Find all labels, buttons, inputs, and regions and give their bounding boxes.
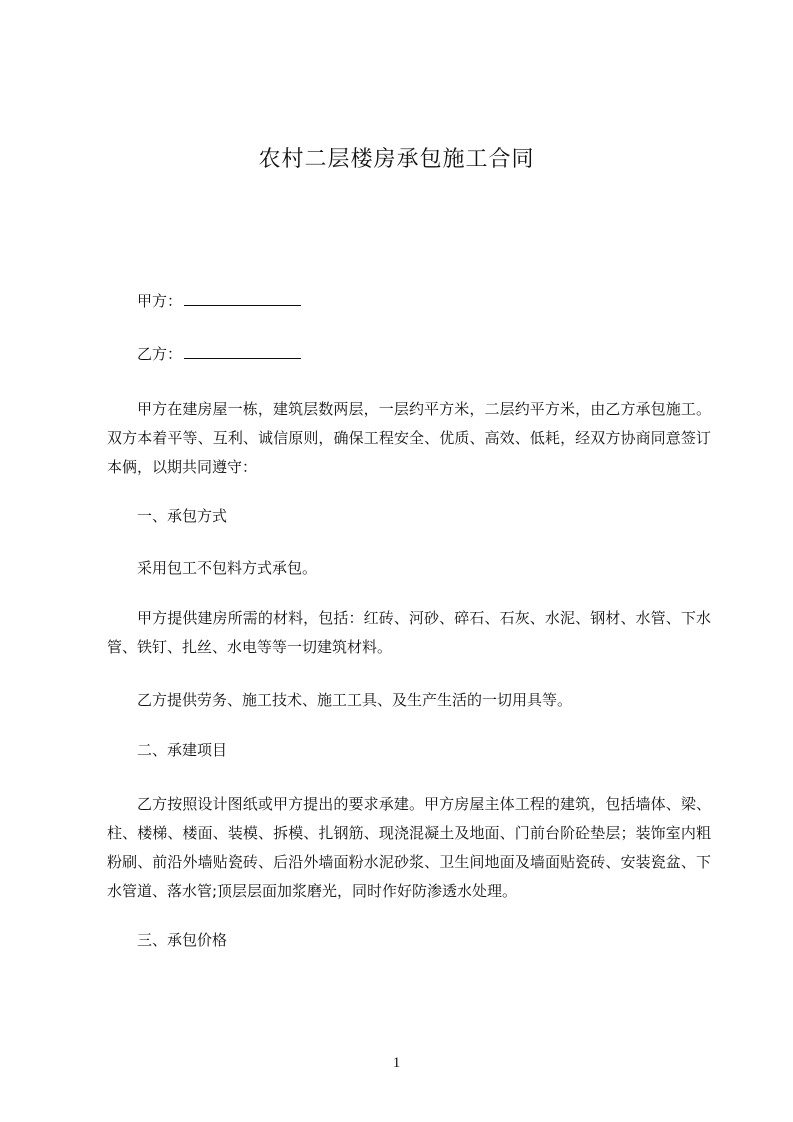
section-1-paragraph-3: 乙方提供劳务、施工技术、施工工具、及生产生活的一切用具等。 bbox=[137, 691, 573, 709]
section-3-heading: 三、承包价格 bbox=[137, 931, 228, 949]
section-1-paragraph-2: 甲方提供建房所需的材料，包括：红砖、河砂、碎石、石灰、水泥、钢材、水管、下水管、铁钉、扎丝、水电等等一切建筑材料。 bbox=[107, 609, 711, 656]
party-a-blank bbox=[184, 291, 301, 306]
party-b-blank bbox=[184, 344, 301, 359]
document-title: 农村二层楼房承包施工合同 bbox=[258, 147, 535, 172]
page-number: 1 bbox=[392, 1055, 401, 1071]
party-a-label: 甲方： bbox=[137, 292, 183, 310]
party-b-label: 乙方： bbox=[137, 345, 183, 363]
section-2-paragraph-1: 乙方按照设计图纸或甲方提出的要求承建。甲方房屋主体工程的建筑，包括墙体、梁、柱、楼梯、楼面、装模、拆模、扎钢筋、现浇混凝土及地面、门前台阶砼垫层；装饰室内粗粉刷、前沿外墙贴瓷砖、后沿外墙面粉水泥砂浆、卫生间地面及墙面贴瓷砖、安装瓷盆、下水管道、落水管;顶层层面加浆磨光，同时作好防渗透水处理。 bbox=[107, 795, 711, 900]
section-1-paragraph-1: 采用包工不包料方式承包。 bbox=[137, 559, 318, 577]
section-2-heading: 二、承建项目 bbox=[137, 741, 228, 759]
section-1-heading: 一、承包方式 bbox=[137, 507, 228, 525]
party-a-line bbox=[137, 291, 301, 311]
intro-paragraph: 甲方在建房屋一栋，建筑层数两层，一层约平方米，二层约平方米，由乙方承包施工。双方本着平等、互利、诚信原则，确保工程安全、优质、高效、低耗，经双方协商同意签订本俩，以期共同遵守： bbox=[107, 400, 711, 476]
party-b-line bbox=[137, 344, 301, 364]
